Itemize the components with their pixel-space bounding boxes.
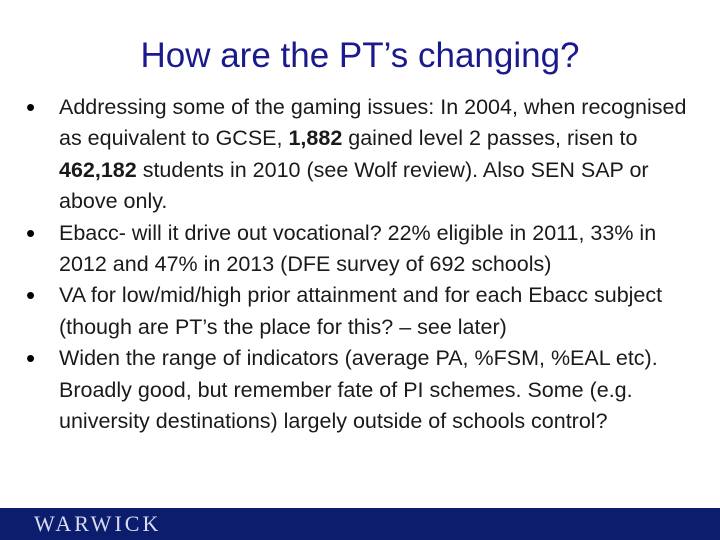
highlight-figure: 1,882	[288, 126, 343, 151]
bullet-text: Widen the range of indicators (average PA, %FSM, %EAL etc). Broadly good, but remember fate of PI schemes. Some (e.g. university destinations) largely outside of schools control?	[59, 346, 658, 434]
bullet-item	[26, 218, 698, 281]
bullet-item	[26, 92, 698, 218]
bullet-text: VA for low/mid/high prior attainment and for each Ebacc subject (though are PT’s the place for this? – see later)	[59, 283, 663, 339]
footer-band	[0, 508, 720, 540]
text-segment: gained level 2 passes, risen to	[342, 126, 638, 151]
bullet-item	[26, 343, 698, 437]
bullet-icon: •	[26, 343, 36, 374]
bullet-text: Ebacc- will it drive out vocational? 22% eligible in 2011, 33% in 2012 and 47% in 2013 (DFE survey of 692 schools)	[59, 220, 657, 277]
bullet-icon: •	[26, 280, 36, 311]
bullet-icon: •	[26, 217, 36, 248]
bullet-list	[26, 92, 698, 437]
text-segment: students in 2010 (see Wolf review). Also SEN SAP or above only.	[59, 157, 649, 214]
bullet-item	[26, 280, 698, 343]
slide-title: How are the PT’s changing?	[140, 36, 580, 75]
warwick-logo: WARWICK	[34, 511, 162, 536]
bullet-icon: •	[26, 92, 36, 122]
text-segment: Addressing some of the gaming issues: In 2004, when recognised as equivalent to GCSE,	[59, 95, 687, 151]
highlight-figure: 462,182	[59, 157, 137, 182]
bullet-text	[59, 95, 686, 213]
